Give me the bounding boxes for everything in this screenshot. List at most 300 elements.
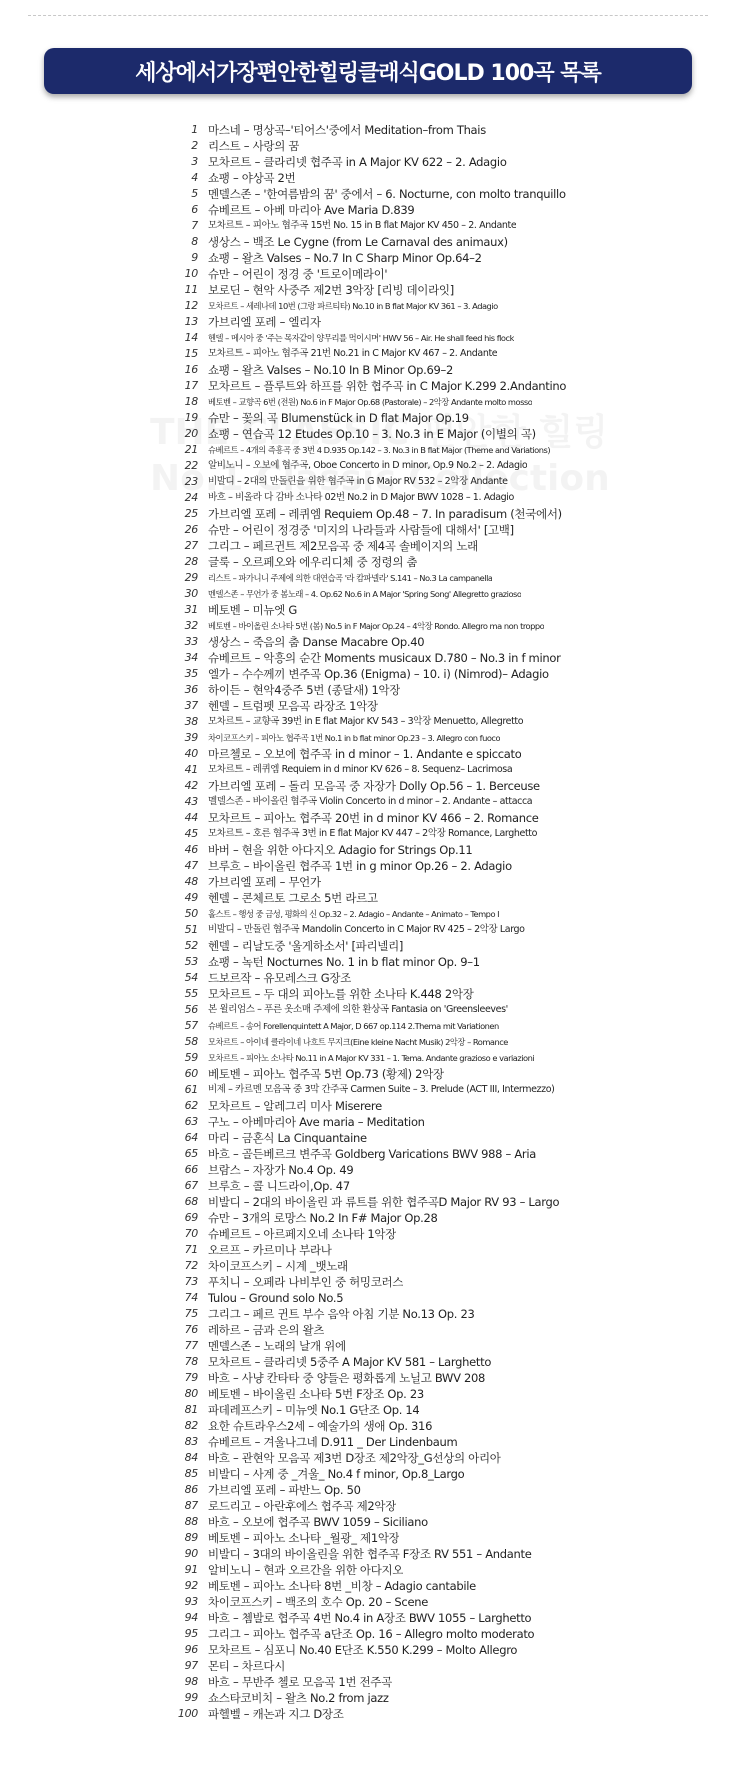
track-number: 11 [184, 283, 198, 296]
track-title: 비발디 – 사계 중 _겨울_ No.4 f minor, Op.8_Largo [208, 1467, 465, 1481]
track-number: 24 [184, 491, 198, 504]
track-number: 29 [184, 571, 198, 584]
track-title: 차이코프스키 – 피아노 협주곡 1번 No.1 in b flat minor Op.23 – 3. Allegro con fuoco [208, 733, 501, 743]
track-title: 생상스 – 죽음의 춤 Danse Macabre Op.40 [208, 635, 425, 649]
track-number: 32 [184, 619, 198, 632]
track-number: 84 [184, 1451, 198, 1464]
track-title: 가브리엘 포레 – 엘리자 [208, 315, 321, 329]
track-row [168, 458, 728, 474]
track-title: 로드리고 – 아란후에스 협주곡 제2악장 [208, 1499, 397, 1513]
track-row [168, 1034, 728, 1050]
track-number: 49 [184, 891, 198, 904]
track-number: 27 [184, 539, 198, 552]
track-number: 89 [184, 1531, 198, 1544]
track-number: 85 [184, 1467, 198, 1480]
track-number: 70 [184, 1227, 198, 1240]
track-number: 93 [184, 1595, 198, 1608]
track-title: 구노 – 아베마리아 Ave maria – Meditation [208, 1115, 425, 1129]
track-title: 몬티 – 차르다시 [208, 1659, 286, 1673]
track-row [168, 202, 728, 218]
track-title: 모차르트 – 교향곡 39번 in E flat Major KV 543 – 3악장 Menuetto, Allegretto [208, 716, 524, 727]
track-number: 92 [184, 1579, 198, 1592]
track-number: 1 [191, 123, 198, 136]
track-title: 차이코프스키 – 백조의 호수 Op. 20 – Scene [208, 1595, 428, 1609]
track-row [168, 314, 728, 330]
track-title: 헨델 – 리날도중 '울게하소서' [파리넬리] [208, 939, 404, 953]
track-number: 86 [184, 1483, 198, 1496]
title-banner [44, 48, 692, 94]
track-title: 마리 – 금혼식 La Cinquantaine [208, 1131, 367, 1145]
track-row [168, 1610, 728, 1626]
track-title: 파데레프스키 – 미뉴엣 No.1 G단조 Op. 14 [208, 1403, 420, 1417]
track-title: 바흐 – 비올라 다 감바 소나타 02번 No.2 in D Major BWV 1028 – 1. Adagio [208, 492, 514, 503]
track-number: 10 [184, 267, 198, 280]
track-number: 47 [184, 859, 198, 872]
track-title: 파헬벨 – 캐논과 지그 D장조 [208, 1707, 344, 1721]
track-row [168, 1050, 728, 1066]
track-row [168, 1306, 728, 1322]
track-row [168, 1082, 728, 1098]
track-title: 모차르트 – 알레그리 미사 Miserere [208, 1099, 382, 1113]
track-row [168, 1322, 728, 1338]
track-title: 글룩 – 오르페오와 에우리디체 중 정령의 춤 [208, 555, 418, 569]
track-number: 41 [184, 763, 198, 776]
track-title: 베토벤 – 바이올린 소나타 5번 F장조 Op. 23 [208, 1387, 424, 1401]
track-title: 쇼스타코비치 – 왈츠 No.2 from jazz [208, 1691, 389, 1705]
track-title: 리스트 – 파가니니 주제에 의한 대연습곡 '라 캄파넬라' S.141 – No.3 La campanella [208, 573, 493, 583]
track-title: 브루흐 – 콜 니드라이,Op. 47 [208, 1179, 350, 1193]
track-number: 91 [184, 1563, 198, 1576]
track-row [168, 1498, 728, 1514]
track-row [168, 778, 728, 794]
track-number: 8 [191, 235, 198, 248]
track-number: 80 [184, 1387, 198, 1400]
track-row [168, 538, 728, 554]
track-number: 76 [184, 1323, 198, 1336]
track-row [168, 730, 728, 746]
track-number: 46 [184, 843, 198, 856]
track-number: 2 [191, 139, 198, 152]
track-title: 바흐 – 오보에 협주곡 BWV 1059 – Siciliano [208, 1515, 428, 1529]
track-title: 홀스트 – 행성 중 금성, 평화의 신 Op.32 – 2. Adagio – Andante – Animato – Tempo I [208, 909, 500, 919]
track-row [168, 1178, 728, 1194]
track-number: 73 [184, 1275, 198, 1288]
track-row [168, 1530, 728, 1546]
track-row [168, 682, 728, 698]
track-row [168, 906, 728, 922]
track-row [168, 442, 728, 458]
track-row [168, 1130, 728, 1146]
track-number: 74 [184, 1291, 198, 1304]
track-number: 75 [184, 1307, 198, 1320]
track-row [168, 1706, 728, 1722]
track-title: 슈베르트 – 겨울나그네 D.911 _ Der Lindenbaum [208, 1435, 458, 1449]
track-row [168, 858, 728, 874]
track-row [168, 378, 728, 394]
track-row [168, 186, 728, 202]
track-row [168, 602, 728, 618]
track-row [168, 282, 728, 298]
track-row [168, 394, 728, 410]
track-title: 비발디 – 2대의 바이올린 과 류트를 위한 협주곡D Major RV 93 – Largo [208, 1195, 560, 1209]
track-number: 58 [184, 1035, 198, 1048]
track-title: 모차르트 – 두 대의 피아노를 위한 소나타 K.448 2악장 [208, 987, 474, 1001]
track-number: 5 [191, 187, 198, 200]
track-title: 슈베르트 – 아르페지오네 소나타 1악장 [208, 1227, 397, 1241]
track-title: 멜델스존 – 바이올린 협주곡 Violin Concerto in d minor – 2. Andante – attacca [208, 796, 533, 807]
track-number: 16 [184, 363, 198, 376]
track-row [168, 122, 728, 138]
track-number: 21 [184, 443, 198, 456]
track-title: 쇼팽 – 녹턴 Nocturnes No. 1 in b flat minor Op. 9–1 [208, 955, 480, 969]
track-number: 87 [184, 1499, 198, 1512]
track-row [168, 1658, 728, 1674]
track-number: 66 [184, 1163, 198, 1176]
track-title: 바흐 – 무반주 첼로 모음곡 1번 전주곡 [208, 1675, 392, 1689]
track-number: 18 [184, 395, 198, 408]
track-number: 45 [184, 827, 198, 840]
track-number: 28 [184, 555, 198, 568]
track-title: 멘델스존 – 무언가 중 봄노래 – 4. Op.62 No.6 in A Major 'Spring Song' Allegretto grazioso [208, 589, 522, 599]
track-row [168, 1482, 728, 1498]
track-row [168, 938, 728, 954]
track-row [168, 1066, 728, 1082]
track-number: 57 [184, 1019, 198, 1032]
track-title: 마스네 – 명상곡–'티어스'중에서 Meditation–from Thais [208, 123, 486, 137]
track-row [168, 1626, 728, 1642]
track-title: 하이든 – 현악4중주 5번 (종달새) 1악장 [208, 683, 401, 697]
track-row [168, 1450, 728, 1466]
track-row [168, 1098, 728, 1114]
track-row [168, 554, 728, 570]
track-number: 67 [184, 1179, 198, 1192]
track-number: 53 [184, 955, 198, 968]
track-title: 베토벤 – 피아노 협주곡 5번 Op.73 (황제) 2악장 [208, 1067, 444, 1081]
track-number: 78 [184, 1355, 198, 1368]
track-number: 59 [184, 1051, 198, 1064]
track-title: 비발디 – 3대의 바이올린을 위한 협주곡 F장조 RV 551 – Andante [208, 1547, 532, 1561]
track-number: 43 [184, 795, 198, 808]
track-row [168, 1242, 728, 1258]
track-number: 96 [184, 1643, 198, 1656]
track-title: 가브리엘 포레 – 돌리 모음곡 중 자장가 Dolly Op.56 – 1. Berceuse [208, 779, 540, 793]
track-title: 모차르트 – 심포니 No.40 E단조 K.550 K.299 – Molto Allegro [208, 1643, 518, 1657]
track-row [168, 794, 728, 810]
top-dashed-divider [28, 15, 708, 16]
track-title: 베토벤 – 바이올린 소나타 5번 (봄) No.5 in F Major Op.24 – 4악장 Rondo. Allegro ma non troppo [208, 621, 545, 631]
track-row [168, 1690, 728, 1706]
track-number: 35 [184, 667, 198, 680]
track-title: 쇼팽 – 왈츠 Valses – No.7 In C Sharp Minor Op.64–2 [208, 251, 482, 265]
track-number: 61 [184, 1083, 198, 1096]
track-number: 95 [184, 1627, 198, 1640]
track-number: 25 [184, 507, 198, 520]
track-title: 요한 슈트라우스2세 – 예술가의 생애 Op. 316 [208, 1419, 433, 1433]
track-row [168, 1386, 728, 1402]
track-title: 그리그 – 페르귄트 제2모음곡 중 제4곡 솔베이지의 노래 [208, 539, 478, 553]
track-row [168, 1546, 728, 1562]
track-row [168, 1594, 728, 1610]
track-number: 56 [184, 1003, 198, 1016]
track-title: 슈만 – 3개의 로망스 No.2 In F# Major Op.28 [208, 1211, 438, 1225]
track-row [168, 362, 728, 378]
track-number: 6 [191, 203, 198, 216]
track-row [168, 170, 728, 186]
track-number: 15 [184, 347, 198, 360]
track-title: 리스트 – 사랑의 꿈 [208, 139, 300, 153]
track-title: 모차르트 – 클라리넷 5중주 A Major KV 581 – Larghetto [208, 1355, 492, 1369]
track-row [168, 634, 728, 650]
track-title: 모차르트 – 세레나데 10번 (그랑 파르티타) No.10 in B flat Major KV 361 – 3. Adagio [208, 301, 498, 311]
track-title: 가브리엘 포레 – 레퀴엠 Requiem Op.48 – 7. In paradisum (천국에서) [208, 507, 562, 521]
track-title: 알비노니 – 현과 오르간을 위한 아다지오 [208, 1563, 404, 1577]
track-list [168, 122, 728, 1722]
track-title: 가브리엘 포레 – 무언가 [208, 875, 321, 889]
track-title: 쇼팽 – 왈츠 Valses – No.10 In B Minor Op.69–2 [208, 363, 453, 377]
track-number: 68 [184, 1195, 198, 1208]
track-title: 모차르트 – 클라리넷 협주곡 in A Major KV 622 – 2. Adagio [208, 155, 507, 169]
track-row [168, 1338, 728, 1354]
track-title: 슈만 – 꽃의 곡 Blumenstück in D flat Major Op.19 [208, 411, 469, 425]
track-number: 97 [184, 1659, 198, 1672]
track-title: 마르첼로 – 오보에 협주곡 in d minor – 1. Andante e spiccato [208, 747, 522, 761]
track-title: 헨델 – 콘체르토 그로소 5번 라르고 [208, 891, 378, 905]
track-row [168, 506, 728, 522]
track-title: 멘델스존 – '한여름밤의 꿈' 중에서 – 6. Nocturne, con molto tranquillo [208, 187, 566, 201]
track-number: 94 [184, 1611, 198, 1624]
track-title: 모차르트 – 호른 협주곡 3번 in E flat Major KV 447 – 2악장 Romance, Larghetto [208, 828, 538, 839]
track-row [168, 1210, 728, 1226]
track-row [168, 890, 728, 906]
track-row [168, 954, 728, 970]
track-title: 가브리엘 포레 – 파반느 Op. 50 [208, 1483, 361, 1497]
track-title: 슈베르트 – 송어 Forellenquintett A Major, D 667 op.114 2.Thema mit Variationen [208, 1021, 499, 1031]
track-row [168, 490, 728, 506]
track-title: 알비노니 – 오보에 협주곡, Oboe Concerto in D minor, Op.9 No.2 – 2. Adagio [208, 460, 528, 471]
track-title: 비발디 – 만돌린 협주곡 Mandolin Concerto in C Major RV 425 – 2악장 Largo [208, 924, 525, 935]
track-number: 12 [184, 299, 198, 312]
track-title: 비발디 – 2대의 만돌린을 위한 협주곡 in G Major RV 532 – 2악장 Andante [208, 476, 508, 487]
track-title: 차이코프스키 – 시계 _뱃노래 [208, 1259, 348, 1273]
track-number: 4 [191, 171, 198, 184]
track-title: 헨델 – 메시아 중 '주는 목자같이 양무리를 먹이시며' HWV 56 – Air. He shall feed his flock [208, 333, 514, 343]
track-number: 38 [184, 715, 198, 728]
track-row [168, 1434, 728, 1450]
track-number: 50 [184, 907, 198, 920]
track-title: 본 윌리엄스 – 푸른 옷소매 주제에 의한 환상곡 Fantasia on 'Greensleeves' [208, 1004, 508, 1015]
track-title: 푸치니 – 오페라 나비부인 중 허밍코러스 [208, 1275, 404, 1289]
track-row [168, 250, 728, 266]
track-number: 20 [184, 427, 198, 440]
track-title: 바흐 – 관현악 모음곡 제3번 D장조 제2악장_G선상의 아리아 [208, 1451, 501, 1465]
track-title: 보로딘 – 현악 사중주 제2번 3악장 [리빙 데이라잇] [208, 283, 454, 297]
track-row [168, 1290, 728, 1306]
track-number: 100 [177, 1707, 198, 1720]
track-title: 베토벤 – 피아노 소나타 8번 _비창 – Adagio cantabile [208, 1579, 476, 1593]
track-title: 브루흐 – 바이올린 협주곡 1번 in g minor Op.26 – 2. Adagio [208, 859, 512, 873]
track-number: 42 [184, 779, 198, 792]
track-row [168, 826, 728, 842]
track-row [168, 330, 728, 346]
track-number: 40 [184, 747, 198, 760]
track-title: 베토벤 – 교향곡 6번 (전원) No.6 in F Major Op.68 (Pastorale) – 2악장 Andante molto mosso [208, 397, 533, 407]
track-title: 모차르트 – 피아노 협주곡 20번 in d minor KV 466 – 2. Romance [208, 811, 539, 825]
track-row [168, 666, 728, 682]
track-number: 34 [184, 651, 198, 664]
track-row [168, 986, 728, 1002]
track-number: 33 [184, 635, 198, 648]
track-row [168, 810, 728, 826]
track-title: Tulou – Ground solo No.5 [208, 1291, 344, 1305]
track-title: 엘가 – 수수께끼 변주곡 Op.36 (Enigma) – 10. i) (Nimrod)– Adagio [208, 667, 549, 681]
track-title: 브람스 – 자장가 No.4 Op. 49 [208, 1163, 354, 1177]
track-row [168, 154, 728, 170]
track-row [168, 1146, 728, 1162]
track-number: 48 [184, 875, 198, 888]
track-title: 바흐 – 쳄발로 협주곡 4번 No.4 in A장조 BWV 1055 – Larghetto [208, 1611, 532, 1625]
track-number: 37 [184, 699, 198, 712]
track-row [168, 1514, 728, 1530]
track-row [168, 1162, 728, 1178]
track-number: 90 [184, 1547, 198, 1560]
track-row [168, 1674, 728, 1690]
track-row [168, 746, 728, 762]
track-row [168, 1562, 728, 1578]
track-row [168, 1402, 728, 1418]
track-number: 26 [184, 523, 198, 536]
track-title: 그리그 – 피아노 협주곡 a단조 Op. 16 – Allegro molto moderato [208, 1627, 535, 1641]
track-number: 60 [184, 1067, 198, 1080]
track-row [168, 874, 728, 890]
track-number: 81 [184, 1403, 198, 1416]
track-title: 모차르트 – 플루트와 하프를 위한 협주곡 in C Major K.299 2.Andantino [208, 379, 567, 393]
track-number: 7 [191, 219, 198, 232]
track-row [168, 346, 728, 362]
track-row [168, 1114, 728, 1130]
track-title: 베토벤 – 미뉴엣 G [208, 603, 297, 617]
track-number: 88 [184, 1515, 198, 1528]
track-row [168, 586, 728, 602]
track-number: 69 [184, 1211, 198, 1224]
track-row [168, 1002, 728, 1018]
track-row [168, 762, 728, 778]
track-number: 82 [184, 1419, 198, 1432]
track-number: 55 [184, 987, 198, 1000]
track-row [168, 426, 728, 442]
track-title: 드보르작 – 유모레스크 G장조 [208, 971, 352, 985]
track-number: 22 [184, 459, 198, 472]
track-row [168, 138, 728, 154]
track-number: 72 [184, 1259, 198, 1272]
track-title: 슈베르트 – 아베 마리아 Ave Maria D.839 [208, 203, 415, 217]
track-row [168, 1194, 728, 1210]
track-row [168, 1226, 728, 1242]
track-title: 슈베르트 – 4개의 즉흥곡 중 3번 4 D.935 Op.142 – 3. No.3 in B flat Major (Theme and Variations) [208, 445, 551, 455]
track-title: 그리그 – 페르 귄트 부수 음악 아침 기분 No.13 Op. 23 [208, 1307, 475, 1321]
track-row [168, 298, 728, 314]
track-number: 98 [184, 1675, 198, 1688]
track-number: 52 [184, 939, 198, 952]
track-row [168, 698, 728, 714]
page-title: 세상에서가장편안한힐링클래식GOLD 100곡 목록 [135, 60, 601, 86]
track-row [168, 522, 728, 538]
track-row [168, 1258, 728, 1274]
track-title: 바버 – 현을 위한 아다지오 Adagio for Strings Op.11 [208, 843, 473, 857]
track-row [168, 1370, 728, 1386]
track-number: 39 [184, 731, 198, 744]
track-title: 슈만 – 어린이 정경 중 '트로이메라이' [208, 267, 388, 281]
track-title: 레하르 – 금과 은의 왈츠 [208, 1323, 325, 1337]
track-title: 생상스 – 백조 Le Cygne (from Le Carnaval des animaux) [208, 235, 508, 249]
track-number: 19 [184, 411, 198, 424]
track-title: 슈만 – 어린이 정경중 '미지의 나라들과 사람들에 대해서' [고백] [208, 523, 514, 537]
track-number: 64 [184, 1131, 198, 1144]
track-title: 모차르트 – 레퀴엠 Requiem in d minor KV 626 – 8. Sequenz– Lacrimosa [208, 764, 513, 775]
track-title: 모차르트 – 아이네 클라이네 나흐트 무지크(Eine kleine Nacht Musik) 2악장 – Romance [208, 1037, 508, 1047]
track-row [168, 474, 728, 490]
track-row [168, 234, 728, 250]
track-number: 9 [191, 251, 198, 264]
track-title: 쇼팽 – 연습곡 12 Etudes Op.10 – 3. No.3 in E Major (이별의 곡) [208, 427, 536, 441]
track-number: 13 [184, 315, 198, 328]
track-number: 71 [184, 1243, 198, 1256]
track-row [168, 266, 728, 282]
track-number: 30 [184, 587, 198, 600]
track-number: 17 [184, 379, 198, 392]
track-row [168, 922, 728, 938]
track-number: 63 [184, 1115, 198, 1128]
track-number: 99 [184, 1691, 198, 1704]
track-row [168, 970, 728, 986]
track-number: 79 [184, 1371, 198, 1384]
track-number: 83 [184, 1435, 198, 1448]
track-row [168, 1274, 728, 1290]
track-number: 14 [184, 331, 198, 344]
track-row [168, 842, 728, 858]
track-row [168, 218, 728, 234]
track-number: 23 [184, 475, 198, 488]
track-title: 바흐 – 골든베르크 변주곡 Goldberg Varications BWV 988 – Aria [208, 1147, 536, 1161]
track-title: 비제 – 카르멘 모음곡 중 3막 간주곡 Carmen Suite – 3. Prelude (ACT III, Intermezzo) [208, 1084, 555, 1095]
track-number: 36 [184, 683, 198, 696]
track-row [168, 714, 728, 730]
track-number: 3 [191, 155, 198, 168]
track-number: 31 [184, 603, 198, 616]
track-row [168, 570, 728, 586]
track-row [168, 618, 728, 634]
track-title: 모차르트 – 피아노 협주곡 21번 No.21 in C Major KV 467 – 2. Andante [208, 348, 498, 359]
track-row [168, 410, 728, 426]
track-title: 슈베르트 – 악흥의 순간 Moments musicaux D.780 – No.3 in f minor [208, 651, 561, 665]
track-title: 베토벤 – 피아노 소나타 _월광_ 제1악장 [208, 1531, 400, 1545]
track-number: 62 [184, 1099, 198, 1112]
track-number: 54 [184, 971, 198, 984]
track-row [168, 1578, 728, 1594]
track-number: 44 [184, 811, 198, 824]
track-title: 쇼팽 – 야상곡 2번 [208, 171, 296, 185]
track-title: 모차르트 – 피아노 협주곡 15번 No. 15 in B flat Major KV 450 – 2. Andante [208, 220, 517, 231]
track-row [168, 1642, 728, 1658]
track-title: 헨델 – 트럼펫 모음곡 라장조 1악장 [208, 699, 378, 713]
track-row [168, 1418, 728, 1434]
track-row [168, 650, 728, 666]
track-number: 65 [184, 1147, 198, 1160]
track-row [168, 1354, 728, 1370]
track-number: 51 [184, 923, 198, 936]
track-title: 바흐 – 사냥 칸타타 중 양들은 평화롭게 노닐고 BWV 208 [208, 1371, 486, 1385]
track-title: 멘델스존 – 노래의 날개 위에 [208, 1339, 346, 1353]
track-title: 모차르트 – 피아노 소나타 No.11 in A Major KV 331 – 1. Tema. Andante grazioso e variazioni [208, 1053, 535, 1063]
